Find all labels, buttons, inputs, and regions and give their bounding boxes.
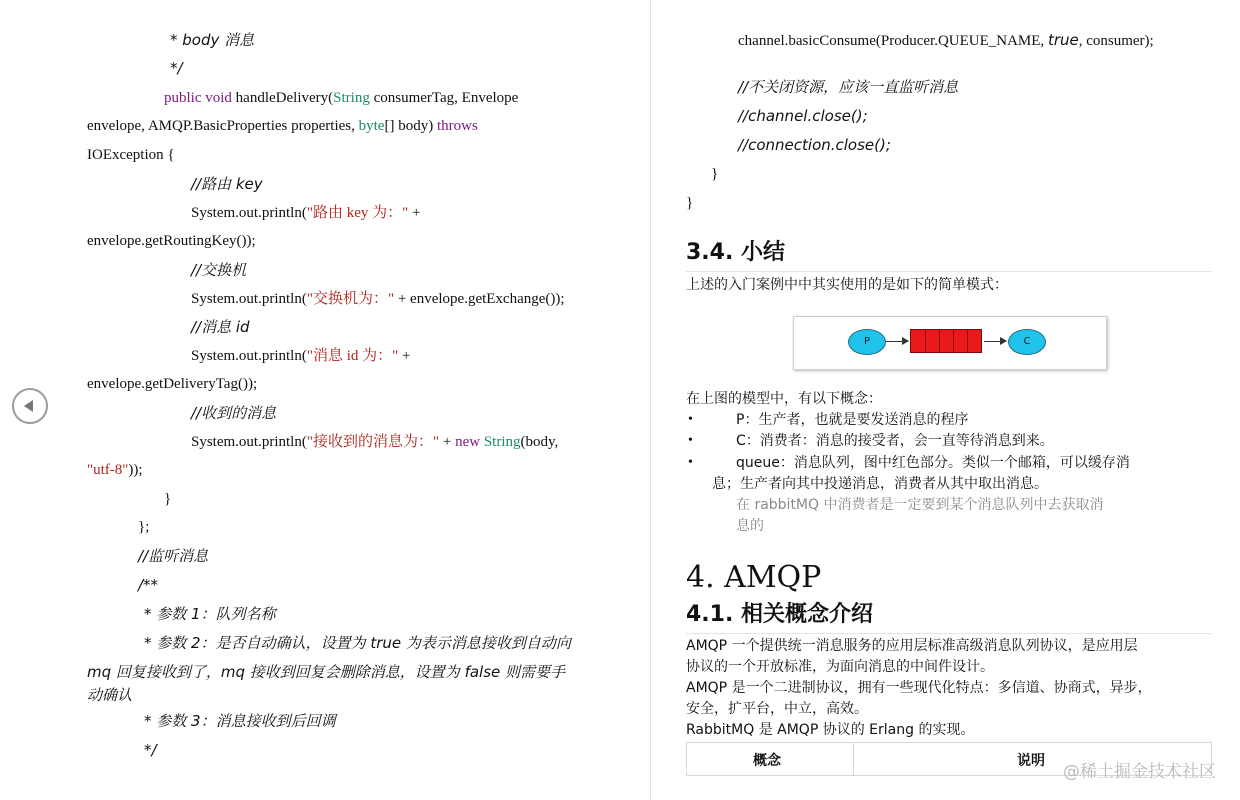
- consume-call: channel.basicConsume(Producer.QUEUE_NAME,: [738, 33, 1048, 49]
- print-tail: + envelope.getExchange());: [394, 291, 565, 307]
- queue-block: [910, 329, 982, 353]
- simple-mode-diagram: [793, 316, 1107, 370]
- comment-routing-key: //路由 key: [191, 175, 263, 193]
- string-literal: "交换机为：": [306, 291, 395, 307]
- note-rabbitmq: 在 rabbitMQ 中消费者是一定要到某个消息队列中去获取消: [736, 497, 1104, 513]
- heading-amqp: 4. AMQP: [686, 560, 822, 595]
- code-line-comment-end: */: [170, 59, 183, 77]
- table-header-concept: 概念: [753, 753, 781, 769]
- watermark: @稀土掘金技术社区: [1063, 762, 1216, 782]
- code-message-id-cont: envelope.getDeliveryTag());: [87, 376, 258, 392]
- heading-summary: 3.4. 小结: [686, 240, 785, 265]
- comment-keep-open: //不关闭资源，应该一直监听消息: [738, 78, 959, 96]
- print-args: (body,: [520, 434, 559, 450]
- consumer-node: C: [1008, 329, 1046, 355]
- type-string: String: [483, 434, 521, 450]
- keyword-new: new: [455, 434, 481, 450]
- bullet-queue-cont: 息；生产者向其中投递消息，消费者从其中取出消息。: [712, 476, 1048, 492]
- keyword-true: true: [1047, 31, 1079, 49]
- params-text: envelope, AMQP.BasicProperties properties,: [87, 118, 359, 134]
- code-print-exchange: [191, 289, 565, 309]
- bullet-dot: •: [688, 433, 693, 448]
- code-print-message-id: [191, 346, 410, 366]
- code-received-cont: [87, 460, 143, 480]
- comment-connection-close: //connection.close();: [738, 136, 891, 154]
- previous-page-button[interactable]: [12, 388, 48, 424]
- amqp-para-2: AMQP 是一个二进制协议，拥有一些现代化特点：多信道、协商式，异步，: [686, 680, 1152, 696]
- amqp-para-3: RabbitMQ 是 AMQP 协议的 Erlang 的实现。: [686, 722, 975, 738]
- code-line-ioexception: IOException {: [87, 147, 175, 163]
- keyword-void: void: [205, 90, 232, 106]
- bullet-queue: queue：消息队列，图中红色部分。类似一个邮箱，可以缓存消: [736, 455, 1130, 471]
- keyword-throws: throws: [436, 118, 478, 134]
- code-brace-inner: }: [711, 166, 719, 182]
- arrow-head-icon: [902, 337, 909, 345]
- type-string: String: [333, 90, 370, 106]
- table-column-divider: [853, 743, 854, 775]
- code-line-method-signature: [164, 88, 518, 108]
- heading-rule: [686, 633, 1212, 634]
- amqp-para-2-cont: 安全，扩平台，中立，高效。: [686, 701, 868, 717]
- comment-message-id: //消息 id: [191, 318, 250, 336]
- comment-received: //收到的消息: [191, 404, 277, 422]
- string-literal: "接收到的消息为：": [306, 434, 440, 450]
- doc-param-2: * 参数 2：是否自动确认，设置为 true 为表示消息接收到自动向: [144, 634, 571, 652]
- print-tail: +: [408, 205, 421, 221]
- summary-text: 上述的入门案例中中其实使用的是如下的简单模式：: [686, 277, 1008, 293]
- string-literal: "utf-8": [87, 462, 129, 478]
- producer-node: P: [848, 329, 886, 355]
- concepts-intro: 在上图的模型中，有以下概念：: [686, 391, 882, 407]
- doc-param-3: * 参数 3：消息接收到后回调: [144, 712, 336, 730]
- doc-param-1: * 参数 1：队列名称: [144, 605, 276, 623]
- comment-listen: //监听消息: [138, 547, 209, 565]
- keyword-public: public: [164, 90, 202, 106]
- arrow-producer-queue: [886, 341, 908, 342]
- queue-cell-divider: [953, 330, 954, 352]
- code-routing-key-cont: envelope.getRoutingKey());: [87, 233, 256, 249]
- code-brace-outer: }: [686, 195, 694, 211]
- queue-cell-divider: [967, 330, 968, 352]
- queue-cell-divider: [939, 330, 940, 352]
- bullet-consumer: C：消费者：消息的接受者，会一直等待消息到来。: [736, 433, 1054, 449]
- print-call: System.out.println(: [191, 291, 307, 307]
- code-basic-consume: [738, 30, 1154, 51]
- string-literal: "消息 id 为：": [306, 348, 399, 364]
- code-print-routing-key: [191, 203, 420, 223]
- code-line-method-params: [87, 116, 478, 136]
- code-close-brace: }: [164, 491, 172, 507]
- doc-comment-open: /**: [138, 576, 159, 594]
- heading-rule: [686, 271, 1212, 272]
- print-tail: +: [398, 348, 411, 364]
- chevron-left-icon: [24, 400, 33, 412]
- amqp-para-1-cont: 协议的一个开放标准，为面向消息的中间件设计。: [686, 659, 994, 675]
- method-name: handleDelivery(: [231, 90, 334, 106]
- comment-exchange: //交换机: [191, 261, 247, 279]
- params-mid: [] body): [384, 118, 437, 134]
- method-params: consumerTag, Envelope: [369, 90, 519, 106]
- queue-cell-divider: [925, 330, 926, 352]
- code-line-body-comment: * body 消息: [170, 31, 255, 49]
- note-rabbitmq-cont: 息的: [736, 518, 764, 534]
- amqp-para-1: AMQP 一个提供统一消息服务的应用层标准高级消息队列协议，是应用层: [686, 638, 1138, 654]
- bullet-dot: •: [688, 412, 693, 427]
- table-header-description: 说明: [1017, 753, 1045, 769]
- print-close: ));: [128, 462, 143, 478]
- bullet-producer: P：生产者，也就是要发送消息的程序: [736, 412, 969, 428]
- print-call: System.out.println(: [191, 205, 307, 221]
- doc-param-2-cont2: 动确认: [87, 686, 133, 704]
- type-byte: byte: [358, 118, 385, 134]
- code-print-received: [191, 432, 558, 452]
- arrow-queue-consumer: [984, 341, 1006, 342]
- doc-param-2-cont: mq 回复接收到了，mq 接收到回复会删除消息，设置为 false 则需要手: [87, 663, 566, 681]
- arrow-head-icon: [1000, 337, 1007, 345]
- string-literal: "路由 key 为：": [306, 205, 409, 221]
- code-close-semicolon: };: [138, 519, 150, 535]
- comment-channel-close: //channel.close();: [738, 107, 868, 125]
- doc-comment-close: */: [144, 741, 157, 759]
- print-call: System.out.println(: [191, 434, 307, 450]
- heading-amqp-concepts: 4.1. 相关概念介绍: [686, 602, 873, 627]
- bullet-dot: •: [688, 455, 693, 470]
- consume-tail: , consumer);: [1078, 33, 1154, 49]
- print-plus: +: [439, 434, 456, 450]
- print-call: System.out.println(: [191, 348, 307, 364]
